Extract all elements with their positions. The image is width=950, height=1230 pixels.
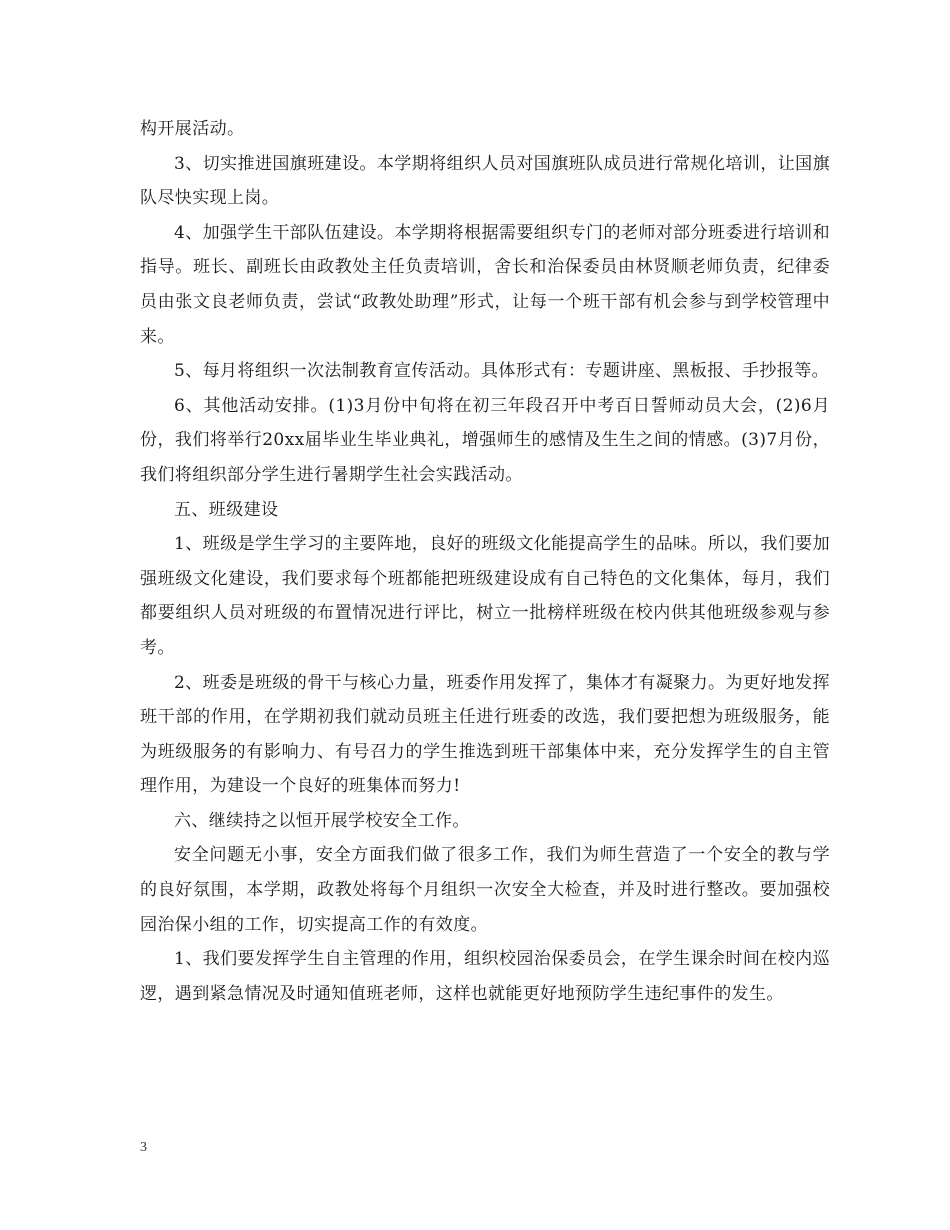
document-body — [140, 112, 830, 1011]
paragraph-legal-education: 5、每月将组织一次法制教育宣传活动。具体形式有：专题讲座、黑板报、手抄报等。 — [174, 361, 830, 382]
paragraph-other-activities: 6、其他活动安排。(1)3月份中旬将在初三年段召开中考百日誓师动员大会，(2)6月份，我们将举行20xx届毕业生毕业典礼，增强师生的感情及生生之间的情感。(3)7月份，我们将组织部分学生进行暑期学生社会实践活动。 — [140, 395, 830, 485]
paragraph-flag-team: 3、切实推进国旗班建设。本学期将组织人员对国旗班队成员进行常规化培训，让国旗队尽快实现上岗。 — [140, 153, 830, 209]
paragraph-student-cadres: 4、加强学生干部队伍建设。本学期将根据需要组织专门的老师对部分班委进行培训和指导。班长、副班长由政教处主任负责培训，舍长和治保委员由林贤顺老师负责，纪律委员由张文良老师负责，尝试“政教处助理”形式，让每一个班干部有机会参与到学校管理中来。 — [140, 222, 830, 347]
paragraph-class-culture: 1、班级是学生学习的主要阵地，良好的班级文化能提高学生的品味。所以，我们要加强班级文化建设，我们要求每个班都能把班级建设成有自己特色的文化集体，每月，我们都要组织人员对班级的布置情况进行评比，树立一批榜样班级在校内供其他班级参观与参考。 — [140, 534, 830, 658]
page-number: 3 — [140, 1140, 147, 1155]
paragraph-class-committee: 2、班委是班级的骨干与核心力量，班委作用发挥了，集体才有凝聚力。为更好地发挥班干部的作用，在学期初我们就动员班主任进行班委的改选，我们要把想为班级服务，能为班级服务的有影响力、有号召力的学生推选到班干部集体中来，充分发挥学生的自主管理作用，为建设一个良好的班集体而努力! — [140, 672, 830, 797]
section-heading-safety: 六、继续持之以恒开展学校安全工作。 — [174, 810, 470, 831]
section-heading-class-building: 五、班级建设 — [174, 499, 279, 520]
paragraph-self-management: 1、我们要发挥学生自主管理的作用，组织校园治保委员会，在学生课余时间在校内巡逻，遇到紧急情况及时通知值班老师，这样也就能更好地预防学生违纪事件的发生。 — [140, 949, 830, 1004]
paragraph-safety-intro: 安全问题无小事，安全方面我们做了很多工作，我们为师生营造了一个安全的教与学的良好氛围，本学期，政教处将每个月组织一次安全大检查，并及时进行整改。要加强校园治保小组的工作，切实提高工作的有效度。 — [140, 845, 830, 935]
paragraph-continuation: 构开展活动。 — [140, 119, 245, 139]
